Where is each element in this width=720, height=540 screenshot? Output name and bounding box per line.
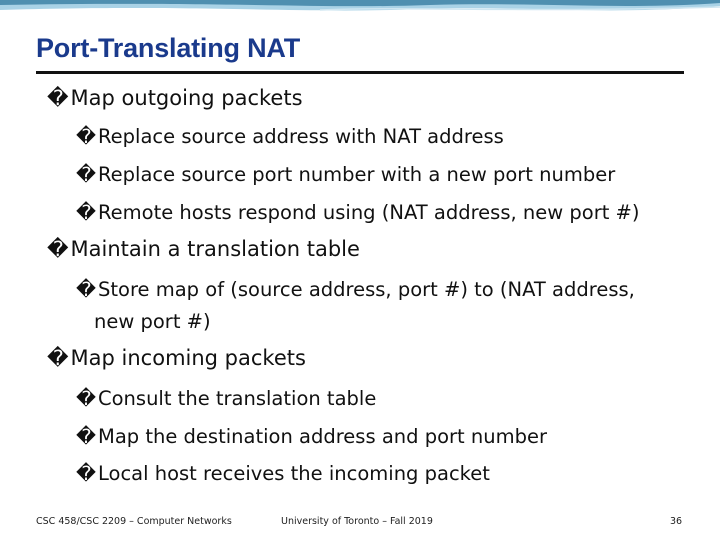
slide-title: Port-Translating NAT: [36, 33, 301, 63]
bullet-glyph: �: [76, 425, 96, 448]
bullet-glyph: �: [76, 278, 96, 301]
sub-bullet-item: [76, 201, 640, 224]
bullet-text: Map the destination address and port number: [98, 425, 547, 448]
bullet-glyph: �: [47, 237, 69, 261]
sub-bullet-item: [76, 163, 615, 186]
bullet-text-continuation: new port #): [94, 310, 211, 333]
sub-bullet-item: [76, 425, 547, 448]
sub-bullet-item: [76, 462, 490, 485]
bullet-glyph: �: [76, 163, 96, 186]
bullet-item: [47, 237, 360, 261]
bullet-glyph: �: [76, 125, 96, 148]
bullet-text: Map incoming packets: [70, 346, 306, 370]
bullet-text: Remote hosts respond using (NAT address, new port #): [98, 201, 640, 224]
sub-bullet-item: [76, 278, 635, 301]
bullet-text: Map outgoing packets: [70, 86, 303, 110]
bullet-text: Replace source port number with a new port number: [98, 163, 616, 186]
bullet-text: Local host receives the incoming packet: [98, 462, 490, 485]
bullet-glyph: �: [76, 201, 96, 224]
bullet-text: Maintain a translation table: [70, 237, 360, 261]
bullet-glyph: �: [76, 462, 96, 485]
bullet-glyph: �: [76, 387, 96, 410]
sub-bullet-item: [76, 125, 504, 148]
footer-course: CSC 458/CSC 2209 – Computer Networks: [36, 516, 232, 527]
bullet-text: Replace source address with NAT address: [98, 125, 504, 148]
footer-university: University of Toronto – Fall 2019: [281, 516, 433, 527]
bullet-text: Consult the translation table: [98, 387, 377, 410]
bullet-text: Store map of (source address, port #) to (NAT address,: [98, 278, 635, 301]
sub-bullet-item: [76, 387, 376, 410]
bullet-glyph: �: [47, 346, 69, 370]
bullet-glyph: �: [47, 86, 69, 110]
bullet-item: [47, 346, 306, 370]
bullet-item: [47, 86, 303, 110]
slide-number: 36: [670, 516, 683, 527]
